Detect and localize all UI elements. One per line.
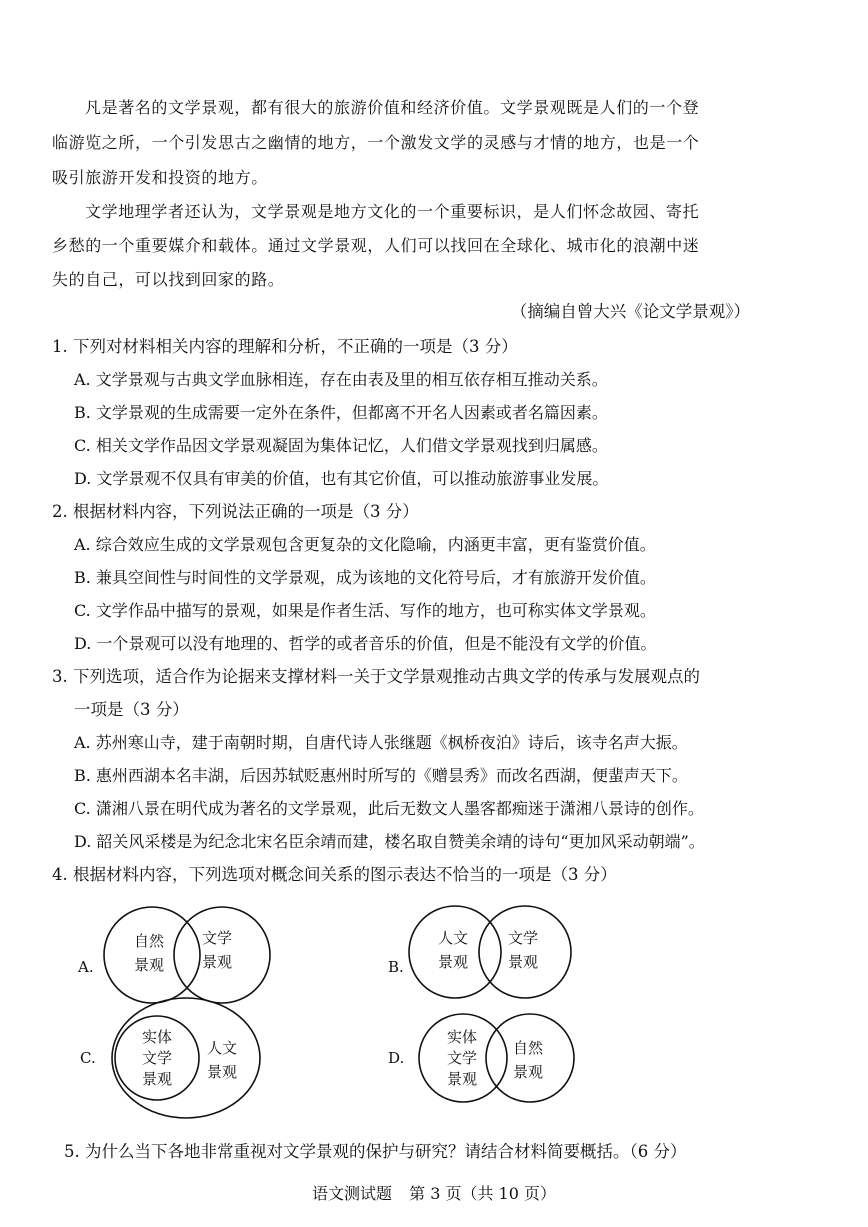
diagram-c-outer-ellipse: [112, 998, 260, 1118]
diagram-c-inner-text-1: 实体: [142, 1028, 173, 1046]
diagram-a-left-circle: [104, 907, 200, 1003]
question-3-option-b: B. 惠州西湖本名丰湖，后因苏轼贬惠州时所写的《赠昙秀》而改名西湖，便蜚声天下。: [74, 766, 688, 785]
question-2-option-d: D. 一个景观可以没有地理的、哲学的或者音乐的价值，但是不能没有文学的价值。: [74, 634, 657, 653]
question-1-option-b: B. 文学景观的生成需要一定外在条件，但都离不开名人因素或者名篇因素。: [74, 403, 608, 422]
diagram-c-inner-text-3: 景观: [142, 1070, 173, 1088]
question-2-option-c: C. 文学作品中描写的景观，如果是作者生活、写作的地方，也可称实体文学景观。: [74, 601, 656, 620]
passage-line: 临游览之所，一个引发思古之幽情的地方，一个激发文学的灵感与才情的地方，也是一个: [52, 133, 700, 152]
diagram-c-outer-text-1: 人文: [207, 1039, 238, 1057]
diagram-a-right-text-2: 景观: [202, 953, 233, 971]
question-2-option-b: B. 兼具空间性与时间性的文学景观，成为该地的文化符号后，才有旅游开发价值。: [74, 568, 656, 587]
question-5-stem: 5. 为什么当下各地非常重视对文学景观的保护与研究？请结合材料简要概括。（6 分）: [64, 1142, 687, 1161]
venn-diagrams-svg: [0, 880, 868, 1140]
diagram-d-left-text-1: 实体: [447, 1028, 478, 1046]
diagram-d-right-text-1: 自然: [513, 1039, 544, 1057]
question-2-option-a: A. 综合效应生成的文学景观包含更复杂的文化隐喻，内涵更丰富，更有鉴赏价值。: [74, 535, 656, 554]
venn-diagrams: [0, 880, 868, 1140]
diagram-b-left-circle: [409, 906, 501, 998]
question-2-stem: 2. 根据材料内容，下列说法正确的一项是（3 分）: [52, 502, 419, 521]
question-1-option-c: C. 相关文学作品因文学景观凝固为集体记忆，人们借文学景观找到归属感。: [74, 436, 608, 455]
question-3-stem: 3. 下列选项，适合作为论据来支撑材料一关于文学景观推动古典文学的传承与发展观点的: [52, 667, 700, 686]
passage-line: 失的自己，可以找到回家的路。: [52, 270, 285, 289]
diagram-a-label: A.: [78, 958, 94, 976]
question-3-option-a: A. 苏州寒山寺，建于南朝时期，自唐代诗人张继题《枫桥夜泊》诗后，该寺名声大振。: [74, 733, 688, 752]
diagram-a-right-text-1: 文学: [202, 929, 233, 947]
question-1-option-a: A. 文学景观与古典文学血脉相连，存在由表及里的相互依存相互推动关系。: [74, 370, 608, 389]
diagram-d-left-text-2: 文学: [447, 1049, 478, 1067]
diagram-a-left-text-1: 自然: [134, 932, 165, 950]
passage-line: 乡愁的一个重要媒介和载体。通过文学景观，人们可以找回在全球化、城市化的浪潮中迷: [52, 236, 700, 255]
question-1-stem: 1. 下列对材料相关内容的理解和分析，不正确的一项是（3 分）: [52, 337, 518, 356]
passage-source: （摘编自曾大兴《论文学景观》）: [510, 302, 750, 321]
diagram-d-left-text-3: 景观: [447, 1070, 478, 1088]
question-4-stem: 4. 根据材料内容，下列选项对概念间关系的图示表达不恰当的一项是（3 分）: [52, 865, 617, 884]
diagram-b-right-text-2: 景观: [508, 953, 539, 971]
diagram-b-left-text-2: 景观: [438, 953, 469, 971]
passage-line: 吸引旅游开发和投资的地方。: [52, 168, 268, 187]
diagram-b-left-text-1: 人文: [438, 929, 469, 947]
diagram-c-inner-text-2: 文学: [142, 1049, 173, 1067]
question-1-option-d: D. 文学景观不仅具有审美的价值，也有其它价值，可以推动旅游事业发展。: [74, 469, 609, 488]
diagram-b-right-circle: [479, 906, 571, 998]
diagram-d-label: D.: [388, 1049, 405, 1067]
diagram-b-label: B.: [388, 958, 404, 976]
footer-subject: 语文测试题: [312, 1184, 393, 1203]
question-3-stem-cont: 一项是（3 分）: [74, 700, 189, 719]
diagram-a-left-text-2: 景观: [134, 956, 165, 974]
page-footer: [0, 1181, 868, 1204]
diagram-b-right-text-1: 文学: [508, 929, 539, 947]
diagram-d-right-circle: [486, 1014, 574, 1102]
question-3-option-c: C. 潇湘八景在明代成为著名的文学景观，此后无数文人墨客都痴迷于潇湘八景诗的创作。: [74, 799, 704, 818]
passage-line: 凡是著名的文学景观，都有很大的旅游价值和经济价值。文学景观既是人们的一个登: [85, 98, 700, 117]
diagram-c-outer-text-2: 景观: [207, 1063, 238, 1081]
diagram-c-label: C.: [80, 1049, 96, 1067]
question-3-option-d: D. 韶关风采楼是为纪念北宋名臣余靖而建，楼名取自赞美余靖的诗句“更加风采动朝端”。: [74, 832, 705, 851]
passage-line: 文学地理学者还认为，文学景观是地方文化的一个重要标识，是人们怀念故园、寄托: [85, 202, 700, 221]
diagram-d-right-text-2: 景观: [513, 1063, 544, 1081]
footer-page-number: 第 3 页（共 10 页）: [409, 1184, 556, 1203]
